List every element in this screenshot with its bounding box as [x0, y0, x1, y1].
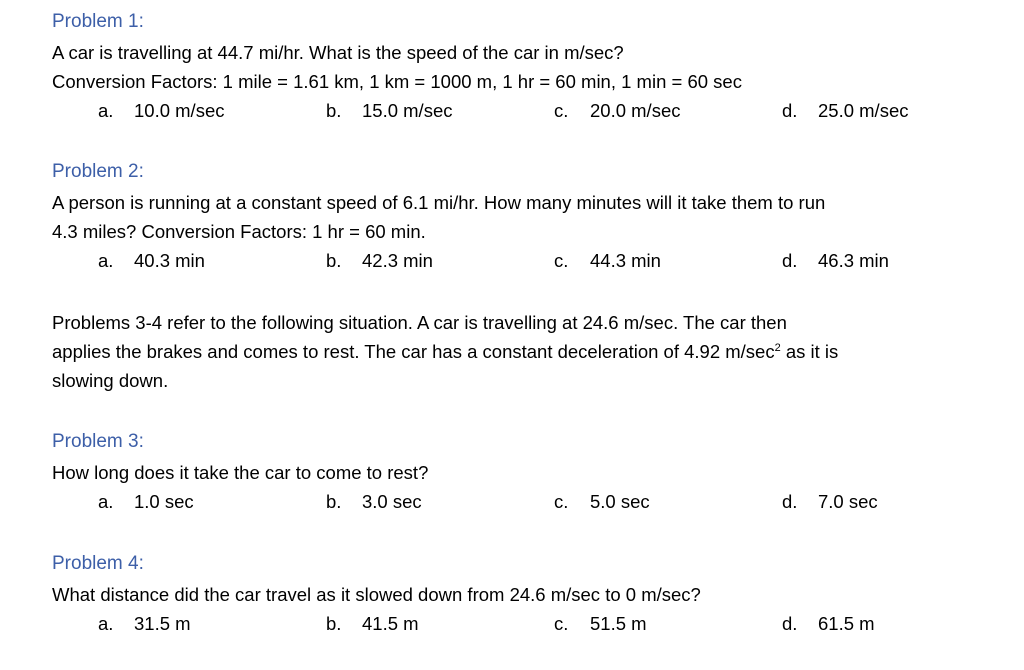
problem-4-choice-c — [554, 609, 647, 638]
problem-3-question: How long does it take the car to come to rest? — [52, 462, 429, 483]
problem-1-conversion-factors: Conversion Factors: 1 mile = 1.61 km, 1 km = 1000 m, 1 hr = 60 min, 1 min = 60 sec — [52, 71, 742, 92]
problem-2-question-line-1: A person is running at a constant speed of 6.1 mi/hr. How many minutes will it take them to run — [52, 192, 826, 213]
problem-4-choice-d — [782, 609, 875, 638]
choice-letter: d. — [782, 613, 798, 634]
choice-text: 42.3 min — [362, 250, 433, 271]
situation-paragraph — [52, 308, 972, 395]
problem-4 — [52, 551, 972, 638]
problem-4-choice-b — [326, 609, 419, 638]
choice-text: 51.5 m — [590, 613, 647, 634]
choice-letter: d. — [782, 100, 798, 121]
problem-2 — [52, 159, 972, 275]
situation-line-2-text: applies the brakes and comes to rest. The car has a constant deceleration of 4.92 m/sec — [52, 341, 775, 362]
problem-1-choice-b — [326, 96, 453, 125]
choice-letter: c. — [554, 100, 569, 121]
problem-1-question: A car is travelling at 44.7 mi/hr. What is the speed of the car in m/sec? — [52, 42, 624, 63]
choice-text: 40.3 min — [134, 250, 205, 271]
choice-text: 1.0 sec — [134, 491, 194, 512]
problem-3-choices — [52, 487, 972, 516]
choice-text: 7.0 sec — [818, 491, 878, 512]
problem-1-choices — [52, 96, 972, 125]
problem-2-question-line-2: 4.3 miles? Conversion Factors: 1 hr = 60 min. — [52, 221, 426, 242]
problem-2-choices — [52, 246, 972, 275]
problem-3-choice-c — [554, 487, 650, 516]
choice-letter: a. — [98, 250, 114, 271]
choice-letter: c. — [554, 250, 569, 271]
problem-4-question: What distance did the car travel as it slowed down from 24.6 m/sec to 0 m/sec? — [52, 584, 701, 605]
choice-letter: c. — [554, 491, 569, 512]
problem-3-choice-a — [98, 487, 194, 516]
problem-1 — [52, 9, 972, 125]
choice-letter: a. — [98, 491, 114, 512]
choice-text: 46.3 min — [818, 250, 889, 271]
choice-letter: b. — [326, 491, 342, 512]
situation-line-2-end: as it is — [780, 341, 839, 362]
choice-text: 31.5 m — [134, 613, 191, 634]
problem-3-choice-d — [782, 487, 878, 516]
choice-letter: b. — [326, 250, 342, 271]
choice-letter: b. — [326, 613, 342, 634]
choice-text: 41.5 m — [362, 613, 419, 634]
choice-text: 5.0 sec — [590, 491, 650, 512]
problem-4-choices — [52, 609, 972, 638]
choice-text: 20.0 m/sec — [590, 100, 681, 121]
problem-1-heading: Problem 1: — [52, 11, 144, 32]
choice-text: 61.5 m — [818, 613, 875, 634]
choice-letter: a. — [98, 613, 114, 634]
choice-text: 44.3 min — [590, 250, 661, 271]
choice-letter: a. — [98, 100, 114, 121]
problem-1-choice-a — [98, 96, 225, 125]
choice-letter: d. — [782, 250, 798, 271]
situation-line-2 — [52, 337, 972, 366]
choice-letter: b. — [326, 100, 342, 121]
problem-2-heading: Problem 2: — [52, 161, 144, 182]
squared-superscript: 2 — [774, 342, 781, 354]
choice-letter: d. — [782, 491, 798, 512]
choice-text: 15.0 m/sec — [362, 100, 453, 121]
problem-4-choice-a — [98, 609, 191, 638]
problem-3-choice-b — [326, 487, 422, 516]
choice-text: 10.0 m/sec — [134, 100, 225, 121]
problem-2-choice-a — [98, 246, 205, 275]
problem-1-choice-c — [554, 96, 681, 125]
choice-letter: c. — [554, 613, 569, 634]
problem-2-choice-c — [554, 246, 661, 275]
problem-3-heading: Problem 3: — [52, 431, 144, 452]
problem-2-choice-b — [326, 246, 433, 275]
problem-1-choice-d — [782, 96, 909, 125]
choice-text: 25.0 m/sec — [818, 100, 909, 121]
choice-text: 3.0 sec — [362, 491, 422, 512]
problem-3 — [52, 429, 972, 516]
situation-line-3: slowing down. — [52, 370, 169, 391]
problem-2-choice-d — [782, 246, 889, 275]
situation-line-1: Problems 3-4 refer to the following situation. A car is travelling at 24.6 m/sec. The car then — [52, 312, 787, 333]
problem-4-heading: Problem 4: — [52, 553, 144, 574]
